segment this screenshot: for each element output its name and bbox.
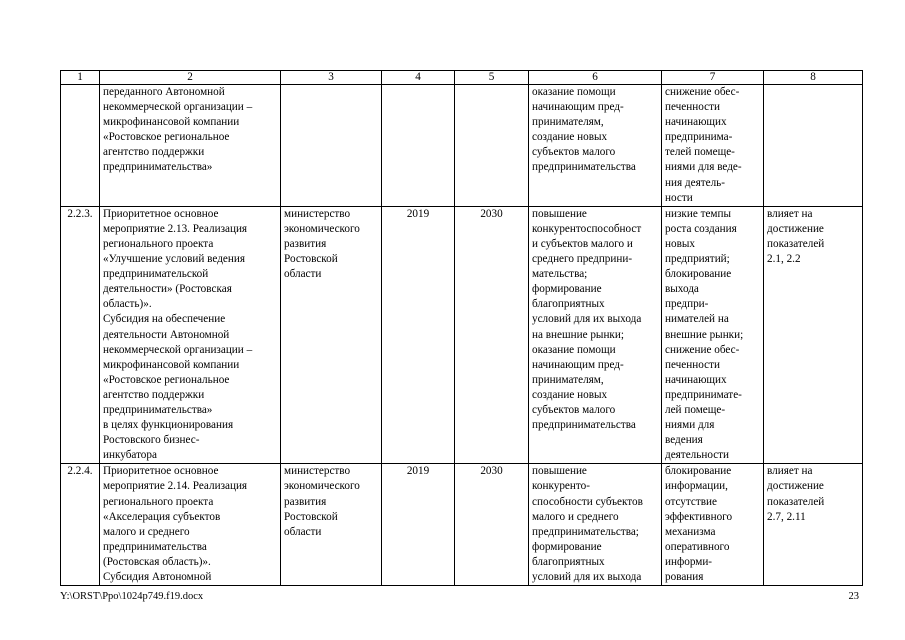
cell-line: Приоритетное основное: [103, 207, 219, 220]
cell-line: выхода: [665, 283, 699, 296]
cell-line: и субъектов малого и: [532, 237, 633, 250]
cell-line: микрофинансовой компании: [103, 116, 240, 129]
measure-name-cell: [100, 206, 281, 464]
cell-line: показателей: [767, 495, 825, 508]
cell-line: низкие темпы: [665, 207, 732, 220]
cell-line: ведения: [665, 434, 703, 447]
executor-cell: [281, 85, 382, 207]
cell-line: «Ростовское региональное: [103, 373, 230, 386]
cell-line: предпри-: [665, 298, 709, 311]
cell-line: отсутствие: [665, 495, 717, 508]
cell-line: развития: [284, 495, 327, 508]
cell-line: рования: [665, 571, 704, 583]
cell-line: экономического: [284, 222, 360, 235]
cell-line: снижение обес-: [665, 343, 740, 356]
start-year-cell: [382, 85, 455, 207]
cell-line: агентство поддержки: [103, 146, 205, 159]
cell-line: предпринима-: [665, 131, 733, 144]
cell-line: условий для их выхода: [532, 571, 642, 583]
cell-line: области: [284, 268, 322, 281]
header-cell: 6: [529, 71, 662, 85]
header-cell: 8: [764, 71, 863, 85]
cell-line: начинающих: [665, 116, 727, 129]
indicator-link-cell: [764, 206, 863, 464]
header-row: [61, 71, 863, 85]
indicator-link-cell: [764, 464, 863, 586]
cell-line: ниями для: [665, 419, 715, 432]
consequences-cell: [662, 85, 764, 207]
cell-line: конкуренто-: [532, 480, 590, 493]
cell-line: эффективного: [665, 510, 733, 523]
cell-line: субъектов малого: [532, 146, 616, 159]
header-cell: 3: [281, 71, 382, 85]
cell-line: повышение: [532, 465, 587, 478]
header-cell: 2: [100, 71, 281, 85]
cell-line: достижение: [767, 480, 824, 493]
cell-line: Ростовской: [284, 510, 338, 523]
cell-line: создание новых: [532, 131, 608, 144]
cell-line: Ростовской: [284, 253, 338, 266]
cell-line: создание новых: [532, 388, 608, 401]
cell-line: печенности: [665, 358, 720, 371]
cell-line: нимателей на: [665, 313, 729, 326]
cell-line: мательства;: [532, 268, 588, 281]
cell-line: инкубатора: [103, 449, 157, 462]
cell-line: предпринимательства»: [103, 403, 213, 416]
cell-line: условий для их выхода: [532, 313, 642, 326]
cell-line: влияет на: [767, 465, 813, 478]
end-year-cell: 2030: [455, 206, 529, 464]
cell-line: некоммерческой организации –: [103, 101, 253, 114]
cell-line: принимателям,: [532, 116, 604, 129]
header-cell: 1: [61, 71, 100, 85]
cell-line: ниями для веде-: [665, 161, 742, 174]
cell-line: лей помеще-: [665, 403, 726, 416]
cell-line: агентство поддержки: [103, 388, 205, 401]
cell-line: субъектов малого: [532, 403, 616, 416]
start-year-cell: 2019: [382, 464, 455, 586]
cell-line: ности: [665, 191, 693, 204]
cell-line: начинающим пред-: [532, 358, 624, 371]
cell-line: информи-: [665, 555, 713, 568]
start-year-cell: 2019: [382, 206, 455, 464]
cell-line: среднего предприни-: [532, 253, 633, 266]
cell-line: благоприятных: [532, 555, 605, 568]
cell-line: оперативного: [665, 540, 730, 553]
measures-table: [60, 70, 863, 586]
cell-line: регионального проекта: [103, 495, 214, 508]
cell-line: (Ростовская область)».: [103, 555, 211, 568]
cell-line: конкурентоспособност: [532, 222, 642, 235]
footer-file-path: Y:\ORST\Ppo\1024p749.f19.docx: [60, 591, 204, 602]
cell-line: «Улучшение условий ведения: [103, 253, 245, 266]
indicator-link-cell: [764, 85, 863, 207]
cell-line: формирование: [532, 283, 602, 296]
cell-line: мероприятие 2.13. Реализация: [103, 222, 248, 235]
cell-line: принимателям,: [532, 373, 604, 386]
item-number: 2.2.3.: [61, 206, 100, 464]
cell-line: микрофинансовой компании: [103, 358, 240, 371]
end-year-cell: 2030: [455, 464, 529, 586]
cell-line: предприятий;: [665, 253, 730, 266]
cell-line: Приоритетное основное: [103, 465, 219, 478]
cell-line: предпринимательства: [103, 540, 207, 553]
cell-line: переданного Автономной: [103, 86, 225, 98]
cell-line: роста создания: [665, 222, 737, 235]
cell-line: экономического: [284, 480, 360, 493]
item-number: [61, 85, 100, 207]
consequences-cell: [662, 206, 764, 464]
cell-line: предпринимательства: [532, 161, 636, 174]
cell-line: регионального проекта: [103, 237, 214, 250]
expected-result-cell: [529, 464, 662, 586]
cell-line: в целях функционирования: [103, 419, 234, 432]
cell-line: достижение: [767, 222, 824, 235]
expected-result-cell: [529, 206, 662, 464]
cell-line: некоммерческой организации –: [103, 343, 253, 356]
header-cell: 7: [662, 71, 764, 85]
cell-line: «Ростовское региональное: [103, 131, 230, 144]
cell-line: снижение обес-: [665, 86, 740, 98]
cell-line: механизма: [665, 525, 716, 538]
cell-line: малого и среднего: [103, 525, 190, 538]
cell-line: предпринимательства;: [532, 525, 639, 538]
cell-line: оказание помощи: [532, 343, 616, 356]
consequences-cell: [662, 464, 764, 586]
cell-line: предпринимате-: [665, 388, 742, 401]
cell-line: телей помеще-: [665, 146, 735, 159]
table-row: [61, 464, 863, 586]
cell-line: начинающим пред-: [532, 101, 624, 114]
cell-line: Субсидия на обеспечение: [103, 313, 226, 326]
page-number: 23: [848, 591, 859, 602]
header-cell: 4: [382, 71, 455, 85]
cell-line: блокирование: [665, 465, 732, 478]
header-cell: 5: [455, 71, 529, 85]
cell-line: деятельности: [665, 449, 730, 462]
cell-line: мероприятие 2.14. Реализация: [103, 480, 248, 493]
cell-line: область)».: [103, 298, 152, 311]
cell-line: предпринимательства: [532, 419, 636, 432]
cell-line: блокирование: [665, 268, 732, 281]
cell-line: предпринимательства»: [103, 161, 213, 174]
cell-line: повышение: [532, 207, 587, 220]
cell-line: министерство: [284, 465, 351, 478]
cell-line: Ростовского бизнес-: [103, 434, 200, 447]
cell-line: оказание помощи: [532, 86, 616, 98]
cell-line: предпринимательской: [103, 268, 209, 281]
end-year-cell: [455, 85, 529, 207]
cell-line: формирование: [532, 540, 602, 553]
executor-cell: [281, 464, 382, 586]
expected-result-cell: [529, 85, 662, 207]
cell-line: малого и среднего: [532, 510, 619, 523]
cell-line: «Акселерация субъектов: [103, 510, 221, 523]
cell-line: 2.1, 2.2: [767, 253, 801, 266]
table-row: [61, 85, 863, 207]
cell-line: ния деятель-: [665, 176, 725, 189]
cell-line: способности субъектов: [532, 495, 643, 508]
cell-line: развития: [284, 237, 327, 250]
executor-cell: [281, 206, 382, 464]
table-row: [61, 206, 863, 464]
cell-line: начинающих: [665, 373, 727, 386]
cell-line: министерство: [284, 207, 351, 220]
cell-line: влияет на: [767, 207, 813, 220]
cell-line: благоприятных: [532, 298, 605, 311]
cell-line: деятельности Автономной: [103, 328, 230, 341]
cell-line: печенности: [665, 101, 720, 114]
cell-line: деятельности» (Ростовская: [103, 283, 232, 296]
cell-line: области: [284, 525, 322, 538]
cell-line: внешние рынки;: [665, 328, 744, 341]
cell-line: 2.7, 2.11: [767, 510, 806, 523]
cell-line: информации,: [665, 480, 728, 493]
cell-line: показателей: [767, 237, 825, 250]
item-number: 2.2.4.: [61, 464, 100, 586]
cell-line: Субсидия Автономной: [103, 571, 212, 583]
cell-line: новых: [665, 237, 695, 250]
measure-name-cell: [100, 464, 281, 586]
cell-line: на внешние рынки;: [532, 328, 624, 341]
measure-name-cell: [100, 85, 281, 207]
